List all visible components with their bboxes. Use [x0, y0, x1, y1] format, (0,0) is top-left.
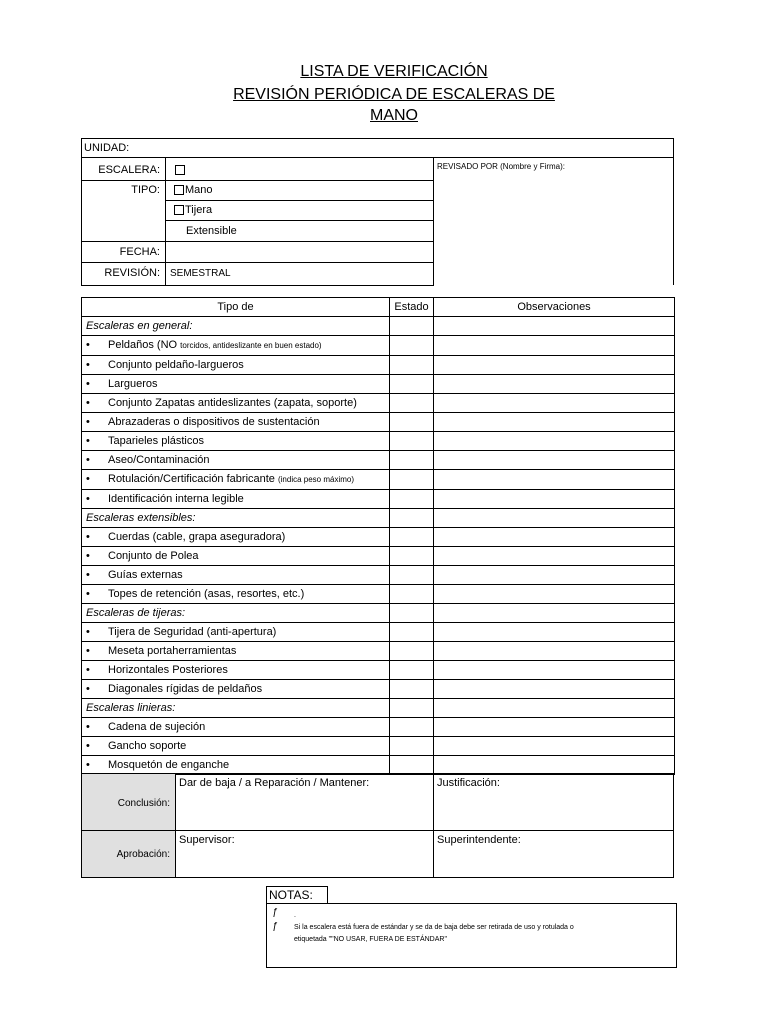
bullet-icon: •: [86, 378, 90, 390]
tipo-option-mano: Mano: [185, 184, 213, 196]
tipo-option-tijera: Tijera: [185, 204, 213, 216]
estado-cell[interactable]: [390, 528, 434, 547]
superintendente-label: Superintendente:: [437, 834, 521, 846]
item-label: Gancho soporte: [108, 740, 187, 752]
bullet-icon: •: [86, 664, 90, 676]
bullet-icon: •: [86, 416, 90, 428]
bullet-icon: •: [86, 531, 90, 543]
tipo-option-extensible: Extensible: [186, 225, 237, 237]
estado-cell[interactable]: [390, 317, 434, 336]
col-header-estado: Estado: [390, 298, 434, 317]
title-line-2: REVISIÓN PERIÓDICA DE ESCALERAS DE: [233, 86, 555, 103]
observaciones-cell[interactable]: [434, 356, 675, 375]
section-row: [82, 699, 675, 718]
item-label: Taparieles plásticos: [108, 435, 204, 447]
observaciones-cell[interactable]: [434, 336, 675, 356]
item-label: Conjunto Zapatas antideslizantes (zapata, soporte): [108, 397, 357, 409]
item-cell: [82, 432, 390, 451]
item-label: Cuerdas (cable, grapa aseguradora): [108, 531, 286, 543]
item-label: Identificación interna legible: [108, 493, 244, 505]
checklist-item-row: [82, 336, 675, 356]
item-cell: [82, 528, 390, 547]
title-line-1: LISTA DE VERIFICACIÓN: [300, 63, 488, 80]
estado-cell[interactable]: [390, 490, 434, 509]
bullet-icon: •: [86, 435, 90, 447]
justificacion-label: Justificación:: [437, 777, 500, 789]
observaciones-cell[interactable]: [434, 547, 675, 566]
item-note: torcidos, antideslizante en buen estado): [180, 341, 322, 350]
estado-cell[interactable]: [390, 718, 434, 737]
item-cell: [82, 356, 390, 375]
escalera-label: ESCALERA:: [98, 164, 160, 176]
bullet-icon: •: [86, 397, 90, 409]
bullet-icon: •: [86, 339, 90, 351]
observaciones-cell[interactable]: [434, 623, 675, 642]
observaciones-cell[interactable]: [434, 490, 675, 509]
item-cell: [82, 470, 390, 490]
checklist-item-row: [82, 585, 675, 604]
tipo-mano-checkbox[interactable]: [174, 185, 184, 195]
checklist-item-row: [82, 375, 675, 394]
checklist-item-row: [82, 718, 675, 737]
unidad-row: [81, 138, 674, 158]
item-cell: [82, 547, 390, 566]
estado-cell[interactable]: [390, 756, 434, 775]
bullet-icon: •: [86, 493, 90, 505]
bullet-icon: •: [86, 759, 90, 771]
estado-cell[interactable]: [390, 375, 434, 394]
notes-marker-2: ƒ: [272, 921, 278, 932]
conclusion-label: Conclusión:: [117, 798, 170, 809]
revisado-por-label: REVISADO POR (Nombre y Firma):: [437, 162, 566, 171]
estado-cell[interactable]: [390, 413, 434, 432]
section-row: [82, 509, 675, 528]
observaciones-cell[interactable]: [434, 509, 675, 528]
unidad-label: UNIDAD:: [84, 142, 130, 154]
checklist-item-row: [82, 680, 675, 699]
bullet-icon: •: [86, 683, 90, 695]
col-header-observaciones: Observaciones: [434, 298, 675, 317]
table-header-row: [82, 298, 675, 317]
bullet-icon: •: [86, 473, 90, 485]
observaciones-cell[interactable]: [434, 756, 675, 775]
item-cell: [82, 585, 390, 604]
bullet-icon: •: [86, 550, 90, 562]
estado-cell[interactable]: [390, 336, 434, 356]
observaciones-cell[interactable]: [434, 585, 675, 604]
observaciones-cell[interactable]: [434, 317, 675, 336]
checklist-item-row: [82, 756, 675, 775]
item-label: Topes de retención (asas, resortes, etc.): [108, 588, 305, 600]
observaciones-cell[interactable]: [434, 680, 675, 699]
checklist-item-row: [82, 490, 675, 509]
estado-cell[interactable]: [390, 642, 434, 661]
observaciones-cell[interactable]: [434, 661, 675, 680]
observaciones-cell[interactable]: [434, 470, 675, 490]
bullet-icon: •: [86, 721, 90, 733]
estado-cell[interactable]: [390, 737, 434, 756]
checklist-item-row: [82, 623, 675, 642]
notes-line-2a: Si la escalera está fuera de estándar y se da de baja debe ser retirada de uso y rotulada o: [294, 924, 574, 931]
item-cell: [82, 336, 390, 356]
section-row: [82, 604, 675, 623]
bullet-icon: •: [86, 588, 90, 600]
item-label: Conjunto de Polea: [108, 550, 199, 562]
item-cell: [82, 623, 390, 642]
observaciones-cell[interactable]: [434, 528, 675, 547]
estado-cell[interactable]: [390, 451, 434, 470]
estado-cell[interactable]: [390, 432, 434, 451]
observaciones-cell[interactable]: [434, 737, 675, 756]
section-row: [82, 317, 675, 336]
item-cell: [82, 756, 390, 775]
item-label: Rotulación/Certificación fabricante: [108, 473, 278, 485]
notes-title: NOTAS:: [269, 888, 313, 902]
estado-cell[interactable]: [390, 680, 434, 699]
item-label: Cadena de sujeción: [108, 721, 206, 733]
section-title: Escaleras en general:: [82, 317, 390, 336]
section-title: Escaleras linieras:: [82, 699, 390, 718]
tipo-tijera-checkbox[interactable]: [174, 205, 184, 215]
item-note: (indica peso máximo): [277, 475, 355, 484]
supervisor-label: Supervisor:: [179, 834, 235, 846]
section-title: Escaleras de tijeras:: [82, 604, 390, 623]
checklist-item-row: [82, 528, 675, 547]
estado-cell[interactable]: [390, 566, 434, 585]
revision-value: SEMESTRAL: [170, 268, 231, 279]
checklist-item-row: [82, 470, 675, 490]
item-cell: [82, 490, 390, 509]
checklist-item-row: [82, 451, 675, 470]
bullet-icon: •: [86, 454, 90, 466]
checklist-item-row: [82, 547, 675, 566]
aprobacion-label: Aprobación:: [116, 849, 170, 860]
item-cell: [82, 566, 390, 585]
estado-cell[interactable]: [390, 509, 434, 528]
item-cell: [82, 718, 390, 737]
estado-cell[interactable]: [390, 394, 434, 413]
observaciones-cell[interactable]: [434, 604, 675, 623]
checklist-item-row: [82, 642, 675, 661]
estado-cell[interactable]: [390, 699, 434, 718]
item-cell: [82, 642, 390, 661]
item-cell: [82, 375, 390, 394]
bullet-icon: •: [86, 740, 90, 752]
observaciones-cell[interactable]: [434, 451, 675, 470]
tipo-label: TIPO:: [131, 184, 160, 196]
section-title: Escaleras extensibles:: [82, 509, 390, 528]
observaciones-cell[interactable]: [434, 642, 675, 661]
bullet-icon: •: [86, 626, 90, 638]
observaciones-cell[interactable]: [434, 566, 675, 585]
item-cell: [82, 661, 390, 680]
item-label: Meseta portaherramientas: [108, 645, 237, 657]
title-line-3: MANO: [370, 107, 418, 124]
notes-marker-1: ƒ: [272, 907, 278, 918]
checklist-item-row: [82, 432, 675, 451]
bullet-icon: •: [86, 645, 90, 657]
notes-line-2b: etiquetada ""NO USAR, FUERA DE ESTÁNDAR": [294, 936, 447, 943]
item-label: Conjunto peldaño-largueros: [108, 359, 244, 371]
fecha-label: FECHA:: [119, 246, 160, 258]
item-label: Peldaños (NO: [108, 339, 181, 351]
item-label: Guías externas: [108, 569, 183, 581]
checklist-item-row: [82, 737, 675, 756]
item-cell: [82, 451, 390, 470]
checklist-rows: [82, 317, 675, 775]
item-cell: [82, 413, 390, 432]
bullet-icon: •: [86, 359, 90, 371]
col-header-tipo: Tipo de: [82, 298, 390, 317]
observaciones-cell[interactable]: [434, 699, 675, 718]
estado-cell[interactable]: [390, 661, 434, 680]
bullet-icon: •: [86, 569, 90, 581]
observaciones-cell[interactable]: [434, 375, 675, 394]
revision-label: REVISIÓN:: [104, 267, 160, 279]
checklist-item-row: [82, 566, 675, 585]
estado-cell[interactable]: [390, 470, 434, 490]
item-label: Tijera de Seguridad (anti-apertura): [108, 626, 277, 638]
item-label: Largueros: [108, 378, 158, 390]
item-label: Abrazaderas o dispositivos de sustentación: [108, 416, 320, 428]
checklist-table: [81, 297, 675, 775]
item-label: Aseo/Contaminación: [108, 454, 210, 466]
observaciones-cell[interactable]: [434, 413, 675, 432]
item-label: Mosquetón de enganche: [108, 759, 230, 771]
item-label: Diagonales rígidas de peldaños: [108, 683, 263, 695]
item-cell: [82, 680, 390, 699]
item-label: Horizontales Posteriores: [108, 664, 228, 676]
item-cell: [82, 737, 390, 756]
checklist-item-row: [82, 661, 675, 680]
observaciones-cell[interactable]: [434, 432, 675, 451]
estado-cell[interactable]: [390, 623, 434, 642]
estado-cell[interactable]: [390, 604, 434, 623]
estado-cell[interactable]: [390, 356, 434, 375]
checklist-item-row: [82, 356, 675, 375]
observaciones-cell[interactable]: [434, 718, 675, 737]
notes-line-1: .: [294, 912, 296, 919]
observaciones-cell[interactable]: [434, 394, 675, 413]
item-cell: [82, 394, 390, 413]
conclusion-decision-label: Dar de baja / a Reparación / Mantener:: [179, 777, 370, 789]
estado-cell[interactable]: [390, 585, 434, 604]
checklist-item-row: [82, 413, 675, 432]
escalera-checkbox[interactable]: [175, 165, 185, 175]
checklist-item-row: [82, 394, 675, 413]
estado-cell[interactable]: [390, 547, 434, 566]
